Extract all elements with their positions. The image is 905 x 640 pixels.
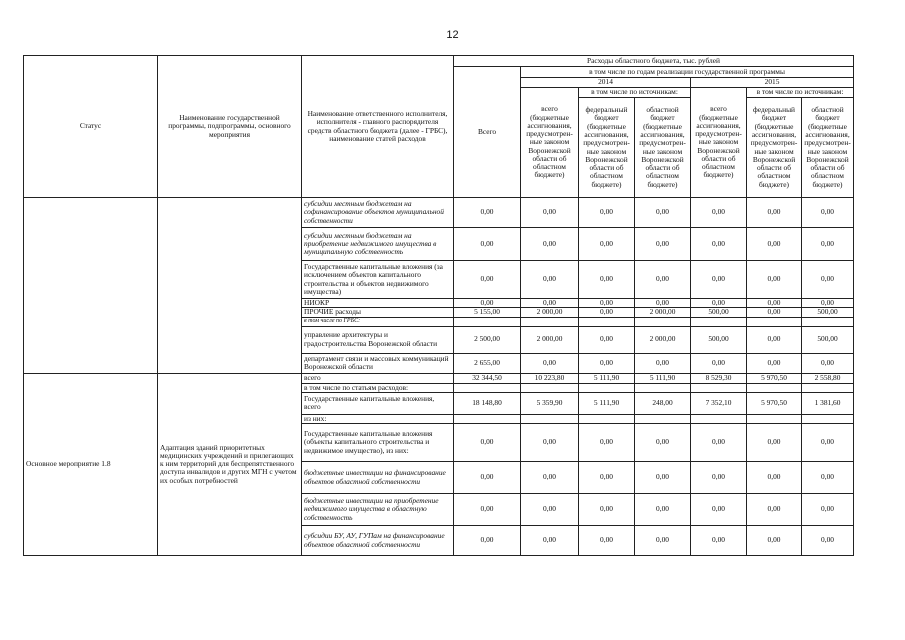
value-2015-regional: 500,00 (802, 308, 854, 317)
value-2014-federal: 0,00 (579, 462, 635, 494)
value-2015-total: 7 352,10 (691, 392, 747, 414)
header-expenses: Расходы областного бюджета, тыс. рублей (454, 56, 854, 67)
header-row-1 (24, 56, 854, 67)
value-2015-regional: 0,00 (802, 353, 854, 373)
header-year-2014: 2014 (521, 78, 691, 88)
value-2015-regional: 500,00 (802, 326, 854, 353)
value-2014-federal: 0,00 (579, 299, 635, 308)
value-2015-regional: 0,00 (802, 494, 854, 526)
row-label: всего (302, 373, 454, 383)
table-row (24, 198, 854, 228)
empty-cell (635, 317, 691, 326)
value-2015-total: 500,00 (691, 308, 747, 317)
row-label: в том числе по статьям расходов: (302, 383, 454, 392)
value-2015-regional: 0,00 (802, 228, 854, 261)
value-2014-total: 0,00 (521, 261, 579, 299)
row-label: Государственные капитальные вложения (за исключением объектов капитального строительства и объектов недвижимого имущества) (302, 261, 454, 299)
header-2014-sources: в том числе по источникам: (579, 88, 691, 98)
value-2014-federal: 5 111,90 (579, 392, 635, 414)
value-2015-federal: 5 970,50 (747, 373, 802, 383)
value-2015-federal: 0,00 (747, 326, 802, 353)
value-2014-regional: 2 000,00 (635, 326, 691, 353)
value-2014-federal: 0,00 (579, 326, 635, 353)
header-2014-total: всего (бюджетные ассигнования, предусмотрен- ные законом Воронежской области об областном бюджете) (521, 88, 579, 198)
value-2014-federal: 0,00 (579, 424, 635, 462)
header-2015-total: всего (бюджетные ассигнования, предусмотрен- ные законом Воронежской области об областном бюджете) (691, 88, 747, 198)
row-label: департамент связи и массовых коммуникаций Воронежской области (302, 353, 454, 373)
value-2014-federal: 0,00 (579, 494, 635, 526)
row-label: субсидии БУ, АУ, ГУПам на финансирование объектов областной собственности (302, 526, 454, 556)
value-2014-regional: 0,00 (635, 494, 691, 526)
value-2015-federal: 0,00 (747, 299, 802, 308)
value-2014-regional: 0,00 (635, 299, 691, 308)
value-2015-total: 500,00 (691, 326, 747, 353)
value-total: 0,00 (454, 494, 521, 526)
value-2014-regional: 0,00 (635, 228, 691, 261)
value-2014-total: 0,00 (521, 198, 579, 228)
empty-cell (521, 414, 579, 423)
empty-cell (579, 414, 635, 423)
header-year-2015: 2015 (691, 78, 854, 88)
table-row (24, 373, 854, 383)
header-2014-federal: федеральный бюджет (бюджетные ассигнования, предусмотрен- ные законом Воронежской области об областном бюджете) (579, 98, 635, 198)
value-2014-federal: 5 111,90 (579, 373, 635, 383)
empty-cell (521, 317, 579, 326)
empty-cell (802, 317, 854, 326)
value-2014-total: 0,00 (521, 299, 579, 308)
row-label: в том числе по ГРБС: (302, 317, 454, 326)
value-2015-federal: 5 970,50 (747, 392, 802, 414)
empty-cell (747, 414, 802, 423)
value-2014-total: 0,00 (521, 353, 579, 373)
row-label: из них: (302, 414, 454, 423)
value-2014-federal: 0,00 (579, 228, 635, 261)
value-2015-federal: 0,00 (747, 353, 802, 373)
value-2015-regional: 0,00 (802, 424, 854, 462)
header-2015-federal: федеральный бюджет (бюджетные ассигнования, предусмотрен- ные законом Воронежской области об областном бюджете) (747, 98, 802, 198)
header-responsible: Наименование ответственного исполнителя, исполнителя - главного распорядителя средств областного бюджета (далее - ГРБС), наименование статей расходов (302, 56, 454, 198)
value-2015-total: 0,00 (691, 198, 747, 228)
value-2015-federal: 0,00 (747, 228, 802, 261)
row-label: Государственные капитальные вложения (объекты капитального строительства и недвижимое имущество), из них: (302, 424, 454, 462)
value-2014-federal: 0,00 (579, 198, 635, 228)
value-2015-federal: 0,00 (747, 308, 802, 317)
value-total: 32 344,50 (454, 373, 521, 383)
value-2014-federal: 0,00 (579, 353, 635, 373)
value-2014-total: 0,00 (521, 526, 579, 556)
measure-name: Адаптация зданий приоритетных медицинских учреждений и прилегающих к ним территорий для беспрепятственного доступа инвалидов и других МГН с учетом их особых потребностей (158, 373, 302, 556)
row-label: ПРОЧИЕ расходы (302, 308, 454, 317)
value-total: 0,00 (454, 198, 521, 228)
value-total: 18 148,80 (454, 392, 521, 414)
empty-cell (521, 383, 579, 392)
value-2015-regional: 0,00 (802, 198, 854, 228)
value-2015-regional: 0,00 (802, 261, 854, 299)
value-2015-total: 0,00 (691, 424, 747, 462)
value-total: 0,00 (454, 424, 521, 462)
value-2015-total: 8 529,30 (691, 373, 747, 383)
value-total: 2 655,00 (454, 353, 521, 373)
empty-cell (579, 317, 635, 326)
value-2015-federal: 0,00 (747, 462, 802, 494)
value-2014-total: 0,00 (521, 424, 579, 462)
empty-cell (747, 383, 802, 392)
empty-cell (802, 383, 854, 392)
empty-cell (454, 317, 521, 326)
value-total: 2 500,00 (454, 326, 521, 353)
empty-cell (747, 317, 802, 326)
value-2014-regional: 0,00 (635, 424, 691, 462)
header-program: Наименование государственной программы, подпрограммы, основного мероприятия (158, 56, 302, 198)
value-2014-total: 10 223,80 (521, 373, 579, 383)
value-2014-total: 0,00 (521, 228, 579, 261)
row-label: управление архитектуры и градостроительства Воронежской области (302, 326, 454, 353)
value-2014-regional: 0,00 (635, 462, 691, 494)
row-label: НИОКР (302, 299, 454, 308)
value-2015-total: 0,00 (691, 299, 747, 308)
value-2014-regional: 0,00 (635, 198, 691, 228)
value-2015-regional: 0,00 (802, 462, 854, 494)
value-2015-federal: 0,00 (747, 261, 802, 299)
header-total: Всего (454, 67, 521, 198)
header-2014-regional: областной бюджет (бюджетные ассигнования, предусмотрен- ные законом Воронежской области об областном бюджете) (635, 98, 691, 198)
row-label: субсидии местным бюджетам на приобретение недвижимого имущества в муниципальную собственность (302, 228, 454, 261)
value-2014-total: 5 359,90 (521, 392, 579, 414)
value-2015-regional: 2 558,80 (802, 373, 854, 383)
value-2015-total: 0,00 (691, 526, 747, 556)
value-2015-regional: 0,00 (802, 526, 854, 556)
row-label: бюджетные инвестиции на приобретение недвижимого имущества в областную собственность (302, 494, 454, 526)
value-2015-federal: 0,00 (747, 424, 802, 462)
value-2015-regional: 0,00 (802, 299, 854, 308)
value-2015-total: 0,00 (691, 353, 747, 373)
budget-table (23, 55, 854, 556)
value-2014-federal: 0,00 (579, 308, 635, 317)
row-label: субсидии местным бюджетам на софинансирование объектов муниципальной собственности (302, 198, 454, 228)
value-2014-total: 0,00 (521, 494, 579, 526)
value-2014-federal: 0,00 (579, 261, 635, 299)
row-label: Государственные капитальные вложения, всего (302, 392, 454, 414)
header-status: Статус (24, 56, 158, 198)
header-2015-sources: в том числе по источникам: (747, 88, 854, 98)
value-2015-regional: 1 381,60 (802, 392, 854, 414)
value-2015-total: 0,00 (691, 228, 747, 261)
empty-cell (691, 317, 747, 326)
value-2014-regional: 5 111,90 (635, 373, 691, 383)
value-2015-total: 0,00 (691, 494, 747, 526)
value-2015-total: 0,00 (691, 462, 747, 494)
empty-cell (454, 414, 521, 423)
value-2014-total: 0,00 (521, 462, 579, 494)
value-2014-total: 2 000,00 (521, 326, 579, 353)
value-2015-total: 0,00 (691, 261, 747, 299)
program-cell-empty (158, 198, 302, 374)
value-2014-regional: 0,00 (635, 353, 691, 373)
value-2014-federal: 0,00 (579, 526, 635, 556)
empty-cell (454, 383, 521, 392)
value-total: 0,00 (454, 261, 521, 299)
header-by-years: в том числе по годам реализации государственной программы (521, 67, 854, 78)
row-label: бюджетные инвестиции на финансирование объектов областной собственности (302, 462, 454, 494)
empty-cell (691, 414, 747, 423)
value-total: 5 155,00 (454, 308, 521, 317)
value-2015-federal: 0,00 (747, 494, 802, 526)
value-total: 0,00 (454, 526, 521, 556)
value-total: 0,00 (454, 299, 521, 308)
value-total: 0,00 (454, 228, 521, 261)
empty-cell (635, 383, 691, 392)
value-2014-regional: 0,00 (635, 261, 691, 299)
empty-cell (802, 414, 854, 423)
value-2015-federal: 0,00 (747, 526, 802, 556)
value-2015-federal: 0,00 (747, 198, 802, 228)
empty-cell (635, 414, 691, 423)
status-cell-empty (24, 198, 158, 374)
empty-cell (579, 383, 635, 392)
value-2014-regional: 0,00 (635, 526, 691, 556)
empty-cell (691, 383, 747, 392)
header-2015-regional: областной бюджет (бюджетные ассигнования, предусмотрен- ные законом Воронежской области об областном бюджете) (802, 98, 854, 198)
page-number: 12 (446, 29, 459, 41)
measure-status: Основное мероприятие 1.8 (24, 373, 158, 556)
value-2014-total: 2 000,00 (521, 308, 579, 317)
value-2014-regional: 2 000,00 (635, 308, 691, 317)
value-total: 0,00 (454, 462, 521, 494)
value-2014-regional: 248,00 (635, 392, 691, 414)
